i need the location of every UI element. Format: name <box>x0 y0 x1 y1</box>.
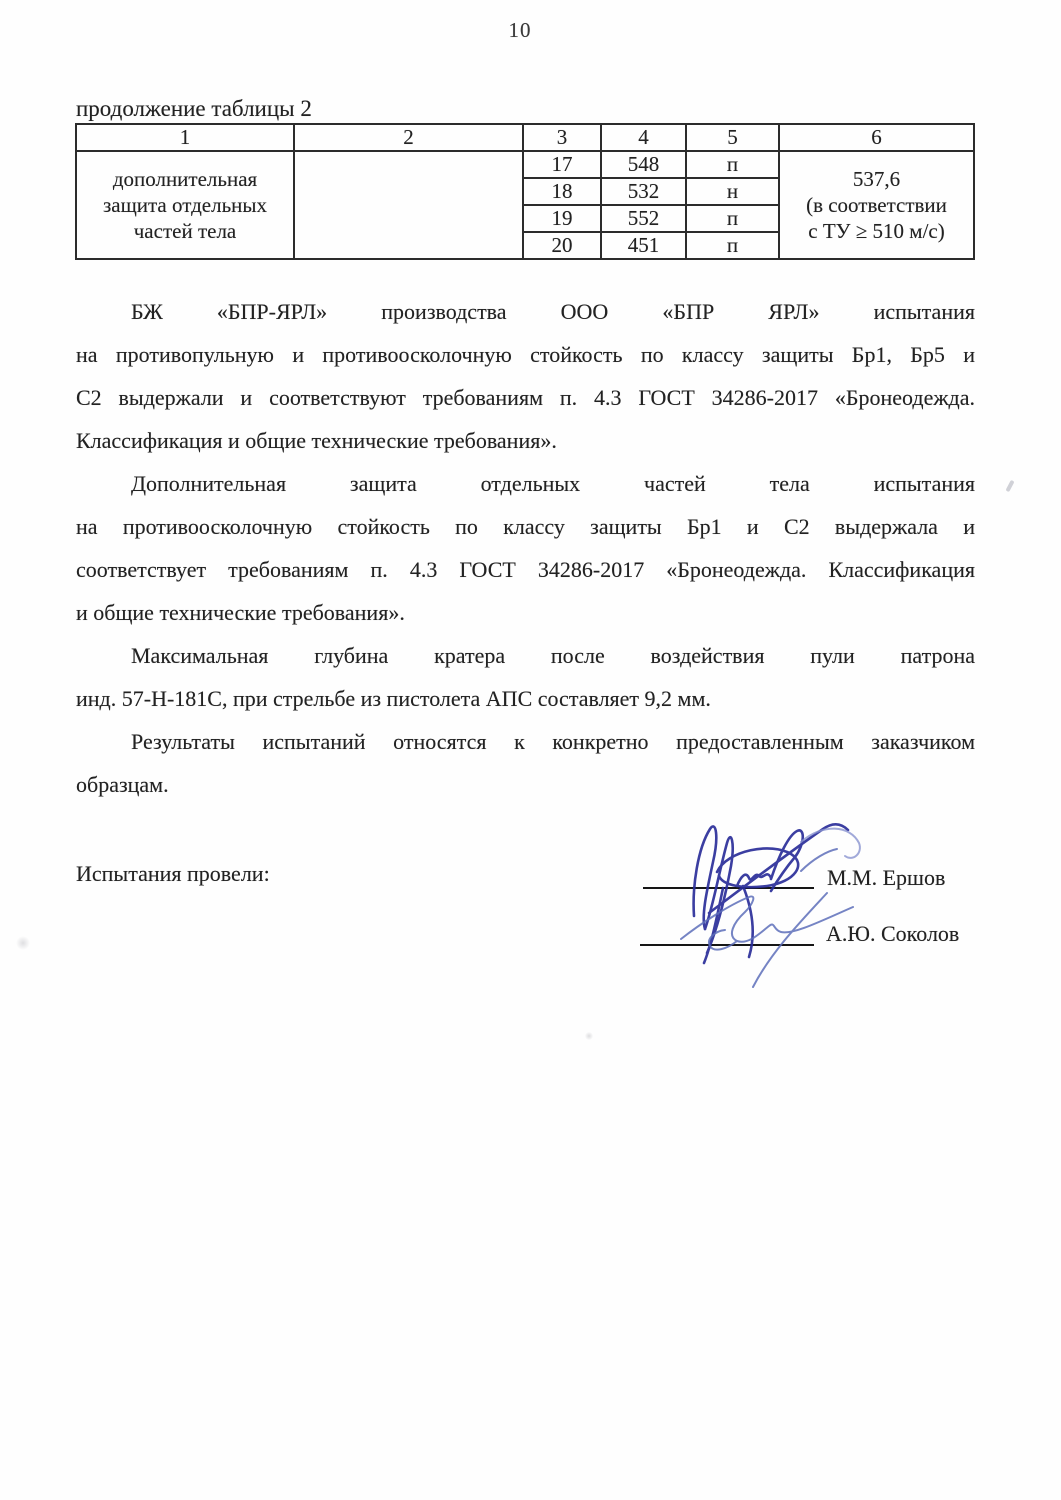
summary-line: с ТУ ≥ 510 м/с) <box>808 219 945 243</box>
empty-cell <box>294 151 523 259</box>
header-cell-4: 4 <box>601 124 686 151</box>
signature-ershov-ink <box>694 824 848 963</box>
body-line: и общие технические требования». <box>76 600 405 625</box>
body-line: инд. 57-Н-181С, при стрельбе из пистолета АПС составляет 9,2 мм. <box>76 686 711 711</box>
result-cell: п <box>686 232 779 259</box>
sample-name-cell <box>76 151 294 259</box>
header-cell-3: 3 <box>523 124 601 151</box>
summary-line: (в соответствии <box>806 193 947 217</box>
table-caption: продолжение таблицы 2 <box>76 96 312 121</box>
result-cell: н <box>686 178 779 205</box>
sample-name-line: частей тела <box>133 219 237 243</box>
body-line: С2 выдержали и соответствуют требованиям п. 4.3 ГОСТ 34286-2017 «Бронеодежда. <box>76 385 975 410</box>
body-line: Максимальная глубина кратера после воздействия пули патрона <box>131 643 975 668</box>
velocity-cell: 552 <box>601 205 686 232</box>
handwritten-signatures <box>620 808 900 1003</box>
table-row <box>76 151 974 178</box>
signature-name-ershov: М.М. Ершов <box>827 865 946 890</box>
sample-name-line: дополнительная <box>112 167 258 191</box>
shot-number-cell: 18 <box>523 178 601 205</box>
sample-name-line: защита отдельных <box>102 193 268 217</box>
signature-ershov-flourish-ink <box>801 829 860 858</box>
body-line: на противоосколочную стойкость по классу защиты Бр1 и С2 выдержала и <box>76 514 975 539</box>
body-line: Классификация и общие технические требования». <box>76 428 557 453</box>
shot-number-cell: 17 <box>523 151 601 178</box>
body-line: образцам. <box>76 772 169 797</box>
summary-line: 537,6 <box>852 167 901 191</box>
signature-line-1 <box>643 887 814 889</box>
table-header-row <box>76 124 974 151</box>
header-cell-5: 5 <box>686 124 779 151</box>
page-number: 10 <box>508 18 532 42</box>
header-cell-6: 6 <box>779 124 974 151</box>
header-cell-1: 1 <box>76 124 294 151</box>
body-line: Результаты испытаний относятся к конкретно предоставленным заказчиком <box>131 729 975 754</box>
body-line: Дополнительная защита отдельных частей тела испытания <box>131 471 975 496</box>
velocity-cell: 532 <box>601 178 686 205</box>
testers-label: Испытания провели: <box>76 861 270 886</box>
velocity-cell: 548 <box>601 151 686 178</box>
header-cell-2: 2 <box>294 124 523 151</box>
signature-name-sokolov: А.Ю. Соколов <box>826 921 960 946</box>
scan-artifact <box>16 936 30 950</box>
signature-line-2 <box>640 944 814 946</box>
average-velocity-cell <box>779 151 974 259</box>
shot-number-cell: 19 <box>523 205 601 232</box>
shot-number-cell: 20 <box>523 232 601 259</box>
body-line: на противопульную и противоосколочную стойкость по классу защиты Бр1, Бр5 и <box>76 342 975 367</box>
scan-artifact <box>1005 480 1014 492</box>
body-line: соответствует требованиям п. 4.3 ГОСТ 34286-2017 «Бронеодежда. Классификация <box>76 557 975 582</box>
result-cell: п <box>686 205 779 232</box>
result-cell: п <box>686 151 779 178</box>
scan-artifact <box>585 1032 593 1040</box>
velocity-cell: 451 <box>601 232 686 259</box>
body-text <box>76 290 975 806</box>
results-table <box>75 123 975 260</box>
body-line: БЖ «БПР-ЯРЛ» производства ООО «БПР ЯРЛ» испытания <box>131 299 975 324</box>
